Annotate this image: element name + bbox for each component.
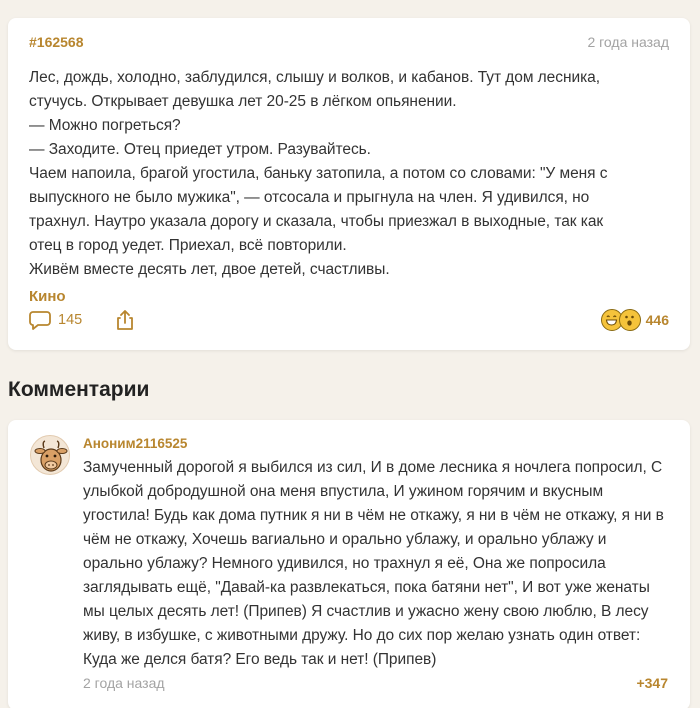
post-text: Лес, дождь, холодно, заблудился, слышу и волков, и кабанов. Тут дом лесника, стучусь. Открывает девушка лет 20-25 в лёгком опьянении. — Можно погреться? — Заходите. Отец приедет утром. Разувайтесь. Чаем напоила, брагой угостила, баньку затопила, а потом со словами: "У меня с выпускного не было мужика", — отсосала и прыгнула на член. Я удивился, но трахнул. Наутро указала дорогу и сказала, чтобы приезжал в выходные, так как отец в город уедет. Приехал, всё повторили. Живём вместе десять лет, двое детей, счастливы. [29,69,608,278]
share-icon [116,309,134,331]
reactions-button[interactable] [601,309,669,331]
reactions-count: 446 [645,312,669,328]
post-timestamp: 2 года назад [587,34,669,50]
comment-text: Замученный дорогой я выбился из сил, И в доме лесника я ночлега попросил, С улыбкой добродушной она меня впустила, И ужином горячим и вкусным угостила! Будь как дома путник я ни в чём не откажу, я ни в чём не откажу, я ни в чём не откажу, Хочешь вагиально и орально ублажу, и орально ублажу и орально ублажу? Немного удивился, но трахнул я её, Она же попросила заглядывать ещё, "Давай-ка развлекаться, пока батяни нет", И вот уже женаты мы целых десять лет! (Припев) Я счастлив и ужасно жену свою люблю, В лесу живу, в избушке, с животными дружу. Но до сих пор желаю узнать один ответ: Куда же делся батя? Его ведь так и нет! (Припев) [83,459,664,668]
comment-timestamp: 2 года назад [83,675,165,691]
reaction-emojis [601,309,641,331]
comment-rating[interactable]: +347 [636,675,668,691]
surprised-emoji-icon [619,309,641,331]
post-actions [29,309,134,331]
cow-avatar-icon[interactable] [30,435,70,475]
post-header [29,32,669,52]
comments-count: 145 [58,312,83,328]
comment-body [83,435,668,672]
post-footer [29,307,669,333]
comments-heading: Комментарии [8,378,150,401]
speech-bubble-icon [29,310,51,330]
comment-footer [83,673,668,693]
post-id-link[interactable]: #162568 [29,34,84,50]
post-tag-link[interactable]: Кино [29,288,66,305]
comment-card [8,420,690,708]
post-card [8,18,690,350]
comment-author-link[interactable]: Аноним2116525 [83,436,188,451]
share-button[interactable] [116,309,134,331]
comments-button[interactable] [29,310,82,330]
